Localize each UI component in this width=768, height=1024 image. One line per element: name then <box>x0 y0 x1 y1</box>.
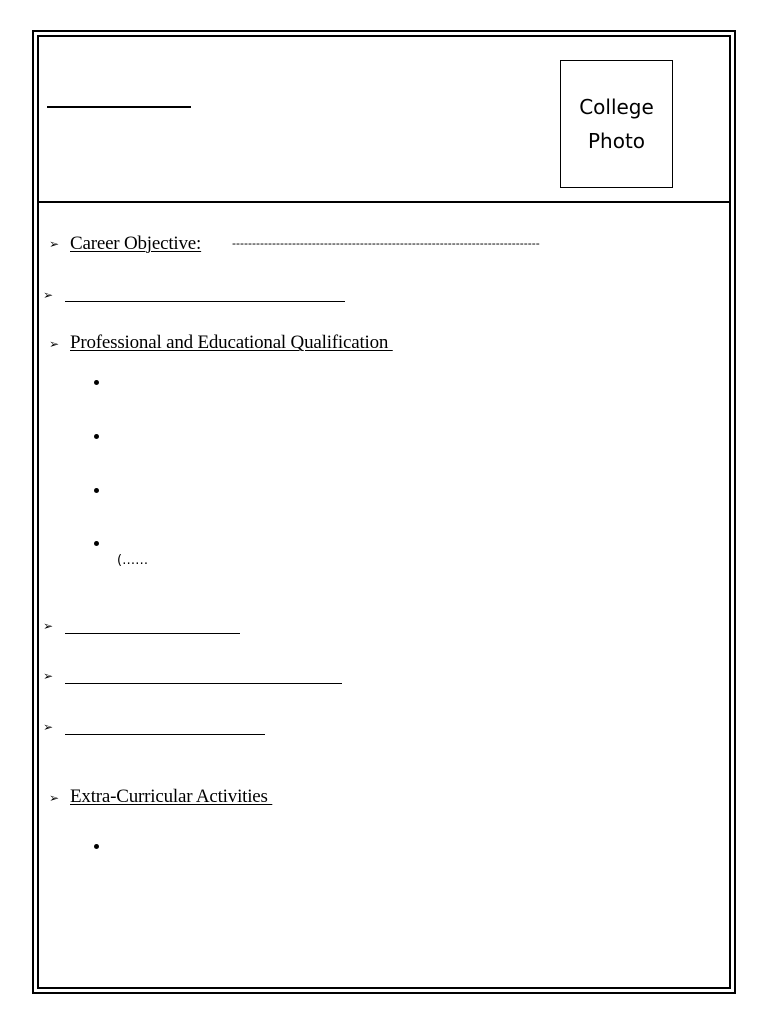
header-divider <box>37 201 731 203</box>
arrow-bullet-icon: ➢ <box>43 669 54 683</box>
heading-blank-line <box>65 633 240 634</box>
career-objective-dashed-line: ----------------------------------------------------------------------------- <box>232 236 540 250</box>
bullet-dot-icon <box>94 844 99 849</box>
bullet-dot-icon <box>94 541 99 546</box>
qualification-continuation: (…… <box>117 553 149 568</box>
bullet-dot-icon <box>94 434 99 439</box>
photo-label-line2: Photo <box>587 129 646 153</box>
arrow-bullet-icon: ➢ <box>49 237 60 251</box>
bullet-dot-icon <box>94 380 99 385</box>
arrow-bullet-icon: ➢ <box>43 619 54 633</box>
college-photo-box <box>560 60 673 188</box>
heading-blank-line <box>65 301 345 302</box>
college-photo-label <box>572 90 662 158</box>
activities-heading: Extra-Curricular Activities <box>70 786 273 807</box>
heading-blank-line <box>65 683 342 684</box>
arrow-bullet-icon: ➢ <box>49 337 60 351</box>
qualification-heading: Professional and Educational Qualification <box>70 332 393 353</box>
heading-blank-line <box>65 734 265 735</box>
arrow-bullet-icon: ➢ <box>49 791 60 805</box>
arrow-bullet-icon: ➢ <box>43 288 54 302</box>
name-blank-line <box>47 106 191 108</box>
photo-label-line1: College <box>579 95 654 119</box>
arrow-bullet-icon: ➢ <box>43 720 54 734</box>
bullet-dot-icon <box>94 488 99 493</box>
career-objective-heading: Career Objective: <box>70 233 202 254</box>
